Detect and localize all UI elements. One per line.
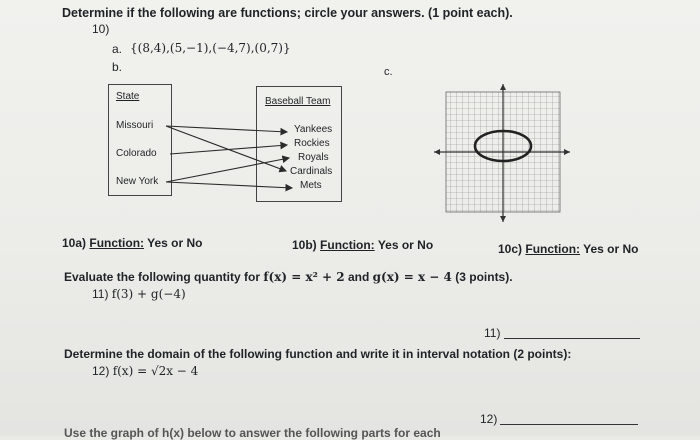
team-royals: Royals	[298, 152, 329, 163]
q12-expr: f(x) = √2x − 4	[112, 364, 199, 378]
answer-10c-prefix: 10c)	[498, 242, 523, 256]
arrow-newyork-mets	[166, 182, 292, 188]
question-10b-label: b.	[112, 60, 123, 74]
answer-11-blank[interactable]	[504, 338, 640, 339]
q11-expr: f(3) + g(−4)	[111, 287, 186, 301]
state-colorado: Colorado	[116, 148, 157, 159]
answer-10a-prefix: 10a)	[62, 236, 87, 250]
arrow-missouri-yankees	[166, 126, 287, 132]
question-10c-label: c.	[384, 66, 393, 78]
coordinate-grid-graph	[432, 84, 572, 224]
answer-10c	[498, 242, 639, 256]
state-missouri: Missouri	[116, 120, 154, 131]
answer-10a-options[interactable]: Yes or No	[147, 236, 203, 250]
answer-10c-options[interactable]: Yes or No	[583, 242, 639, 256]
y-axis-top-arrow	[500, 84, 506, 90]
q12-number: 12)	[92, 364, 110, 378]
answer-11-label: 11)	[484, 326, 501, 340]
q11-f-definition: f(x) = x² + 2	[263, 270, 345, 284]
q11-instruction-prefix: Evaluate the following quantity for	[64, 270, 261, 284]
answer-10b	[292, 238, 433, 252]
state-new-york: New York	[116, 176, 159, 187]
question-12-instruction: Determine the domain of the following function and write it in interval notation (2 points):	[64, 347, 572, 361]
q11-points: (3 points).	[455, 270, 513, 284]
q11-and: and	[347, 270, 370, 284]
team-mets: Mets	[300, 180, 322, 191]
answer-10c-function-label: Function:	[525, 242, 581, 256]
state-column-title: State	[116, 91, 140, 102]
question-12-expression	[92, 364, 198, 378]
q11-g-definition: g(x) = x − 4	[372, 270, 452, 284]
team-cardinals: Cardinals	[290, 166, 333, 177]
question-10a-label: a.	[112, 42, 123, 56]
question-10-number: 10)	[92, 22, 110, 36]
team-yankees: Yankees	[294, 124, 333, 135]
answer-12-blank[interactable]	[500, 424, 638, 425]
answer-10b-options[interactable]: Yes or No	[377, 238, 434, 252]
question-10a-set: {(8,4),(5,−1),(−4,7),(0,7)}	[130, 41, 291, 55]
question-11-expression	[92, 287, 186, 301]
q11-number: 11)	[92, 287, 109, 301]
answer-10a	[62, 236, 203, 250]
instructions-header: Determine if the following are functions; circle your answers. (1 point each).	[62, 6, 513, 20]
arrow-missouri-cardinals	[166, 126, 286, 171]
x-axis-left-arrow	[434, 149, 440, 155]
x-axis-right-arrow	[564, 149, 570, 155]
answer-10a-function-label: Function:	[89, 236, 145, 250]
arrow-colorado-rockies	[170, 145, 287, 154]
question-11-instruction	[64, 270, 513, 284]
answer-12-label: 12)	[480, 412, 498, 426]
footer-partial-text: Use the graph of h(x) below to answer the following parts for each	[64, 426, 441, 440]
answer-10b-prefix: 10b)	[292, 238, 317, 252]
answer-10b-function-label: Function:	[320, 238, 375, 252]
team-column-title: Baseball Team	[265, 96, 331, 107]
arrow-newyork-royals	[166, 158, 289, 182]
team-rockies: Rockies	[294, 138, 330, 149]
y-axis-bottom-arrow	[500, 216, 506, 222]
